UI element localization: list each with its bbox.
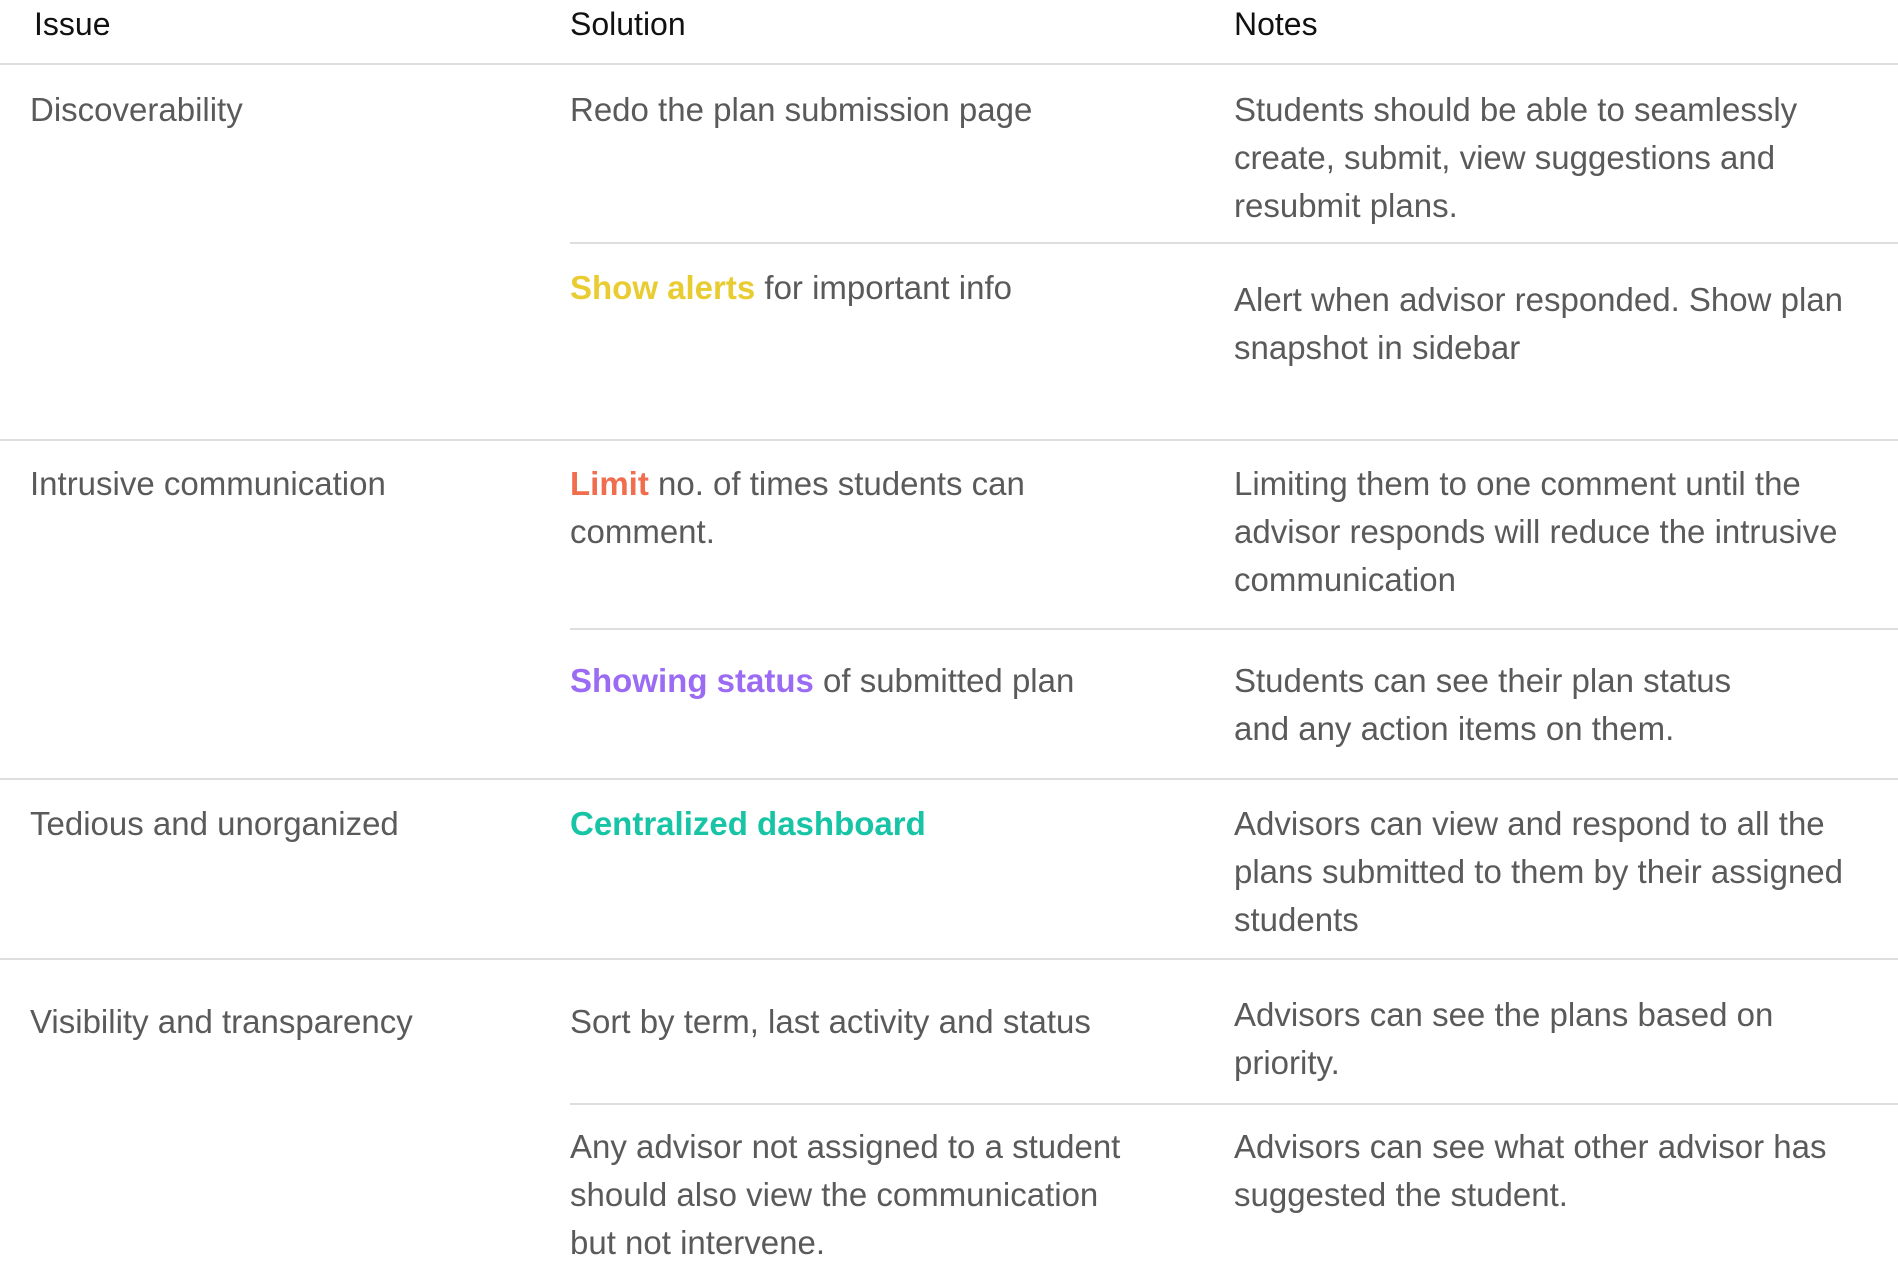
notes-limiting-one-comment: Limiting them to one comment until the advisor responds will reduce the intrusive communication <box>1234 465 1838 598</box>
row-divider <box>0 778 1898 780</box>
notes-alert-advisor: Alert when advisor responded. Show plan snapshot in sidebar <box>1234 281 1844 366</box>
solution-rest: of submitted plan <box>813 662 1075 699</box>
sub-row-divider <box>570 1103 1898 1105</box>
column-header-issue: Issue <box>34 6 111 42</box>
solution-any-advisor: Any advisor not assigned to a student should also view the communication but not intervene. <box>570 1128 1121 1261</box>
notes-plan-status: Students can see their plan status and any action items on them. <box>1234 662 1732 747</box>
solution-redo-submission-page: Redo the plan submission page <box>570 91 1033 128</box>
solution-limit-comments <box>570 460 1130 556</box>
sub-row-divider <box>570 242 1898 244</box>
solution-centralized-dashboard <box>570 800 1170 848</box>
sub-row-divider <box>570 628 1898 630</box>
solution-highlight: Show alerts <box>570 269 756 306</box>
issue-intrusive-communication: Intrusive communication <box>30 465 386 502</box>
solution-highlight: Centralized dashboard <box>570 805 926 842</box>
notes-advisors-view-respond: Advisors can view and respond to all the plans submitted to them by their assigned students <box>1234 805 1844 938</box>
notes-seamless-create: Students should be able to seamlessly create, submit, view suggestions and resubmit plans. <box>1234 91 1798 224</box>
solution-show-alerts <box>570 264 1170 312</box>
solution-rest: for important info <box>755 269 1013 306</box>
issue-tedious-unorganized: Tedious and unorganized <box>30 805 399 842</box>
solution-highlight: Limit <box>570 465 649 502</box>
issue-visibility-transparency: Visibility and transparency <box>30 1003 413 1040</box>
solution-highlight: Showing status <box>570 662 814 699</box>
header-divider <box>0 63 1898 65</box>
notes-priority: Advisors can see the plans based on priority. <box>1234 996 1774 1081</box>
solution-sort-by-term: Sort by term, last activity and status <box>570 1003 1091 1040</box>
column-header-solution: Solution <box>570 6 686 42</box>
solution-showing-status <box>570 657 1170 705</box>
issue-discoverability: Discoverability <box>30 91 243 128</box>
notes-other-advisor: Advisors can see what other advisor has suggested the student. <box>1234 1128 1827 1213</box>
row-divider <box>0 439 1898 441</box>
solution-rest: no. of times students can comment. <box>570 465 1025 550</box>
column-header-notes: Notes <box>1234 6 1318 42</box>
row-divider <box>0 958 1898 960</box>
